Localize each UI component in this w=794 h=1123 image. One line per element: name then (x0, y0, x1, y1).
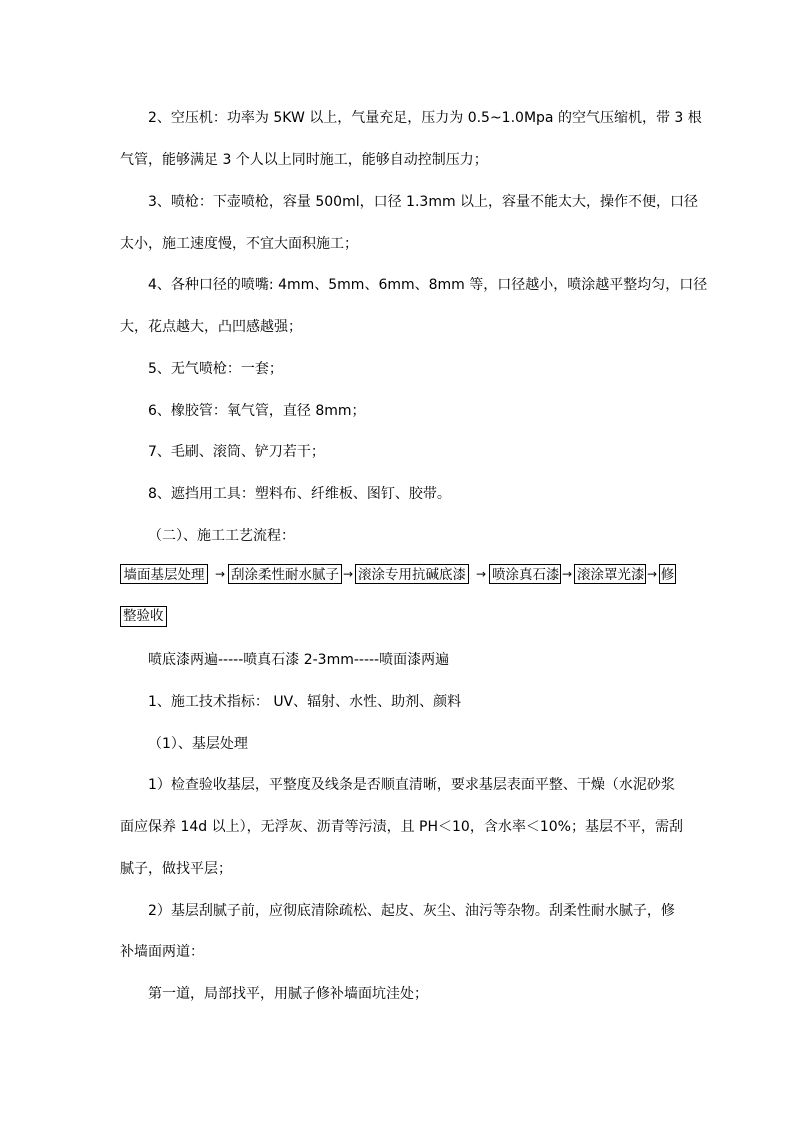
flow-arrow: → (562, 567, 573, 581)
paragraph-putty-prep-line2: 补墙面两道： (120, 944, 204, 960)
paragraph-first-coat: 第一道，局部找平，用腻子修补墙面坑洼处； (148, 986, 428, 1002)
flow-step-putty: 刮涂柔性耐水腻子 (228, 564, 342, 584)
flow-step-topcoat: 滚涂罩光漆 (574, 564, 646, 584)
flow-step-inspection-continued: 整验收 (120, 606, 167, 627)
flow-arrow: → (476, 567, 487, 581)
subheading-base-treatment: （1）、基层处理 (148, 736, 248, 752)
paragraph-nozzles-line2: 大，花点越大，凸凹感越强； (120, 319, 302, 335)
paragraph-compressor-line1: 2、空压机：功率为 5KW 以上，气量充足，压力为 0.5~1.0Mpa 的空气压缩机，带 3 根 (148, 110, 702, 126)
paragraph-spray-gun-line2: 太小，施工速度慢，不宜大面积施工； (120, 236, 358, 252)
section-heading-process-flow: （二）、施工工艺流程： (148, 528, 295, 544)
paragraph-inspection-line3: 腻子，做找平层； (120, 861, 232, 877)
paragraph-compressor-line2: 气管，能够满足 3 个人以上同时施工，能够自动控制压力； (120, 152, 488, 168)
flow-arrow: → (343, 567, 354, 581)
paragraph-inspection-line2: 面应保养 14d 以上），无浮灰、沥青等污渍，且 PH＜10，含水率＜10%；基层不平，需刮 (120, 819, 683, 835)
paragraph-masking-tools: 8、遮挡用工具：塑料布、纤维板、图钉、胶带。 (148, 486, 451, 502)
flow-arrow: → (647, 567, 658, 581)
flow-step-stone-paint: 喷涂真石漆 (489, 564, 561, 584)
flow-step-base-treatment: 墙面基层处理 (120, 564, 208, 584)
flow-arrow: → (215, 567, 226, 581)
paragraph-spray-sequence: 喷底漆两遍-----喷真石漆 2-3mm-----喷面漆两遍 (148, 652, 450, 668)
flow-step-primer: 滚涂专用抗碱底漆 (355, 564, 469, 584)
paragraph-inspection-line1: 1）检查验收基层，平整度及线条是否顺直清晰，要求基层表面平整、干燥（水泥砂浆 (148, 777, 675, 793)
paragraph-airless-gun: 5、无气喷枪：一套； (148, 361, 283, 377)
paragraph-putty-prep-line1: 2）基层刮腻子前，应彻底清除疏松、起皮、灰尘、油污等杂物。刮柔性耐水腻子，修 (148, 903, 675, 919)
paragraph-rubber-hose: 6、橡胶管：氧气管，直径 8mm； (148, 403, 366, 419)
process-flow-diagram (120, 564, 680, 586)
paragraph-spray-gun-line1: 3、喷枪：下壶喷枪，容量 500ml，口径 1.3mm 以上，容量不能太大，操作不便，口径 (148, 194, 699, 210)
flow-step-inspection: 修 (659, 564, 676, 584)
paragraph-brushes: 7、毛刷、滚筒、铲刀若干； (148, 444, 325, 460)
paragraph-nozzles-line1: 4、各种口径的喷嘴: 4mm、5mm、6mm、8mm 等，口径越小，喷涂越平整均匀，口径 (148, 277, 708, 293)
paragraph-technical-indicators: 1、施工技术指标： UV、辐射、水性、助剂、颜料 (148, 694, 462, 710)
